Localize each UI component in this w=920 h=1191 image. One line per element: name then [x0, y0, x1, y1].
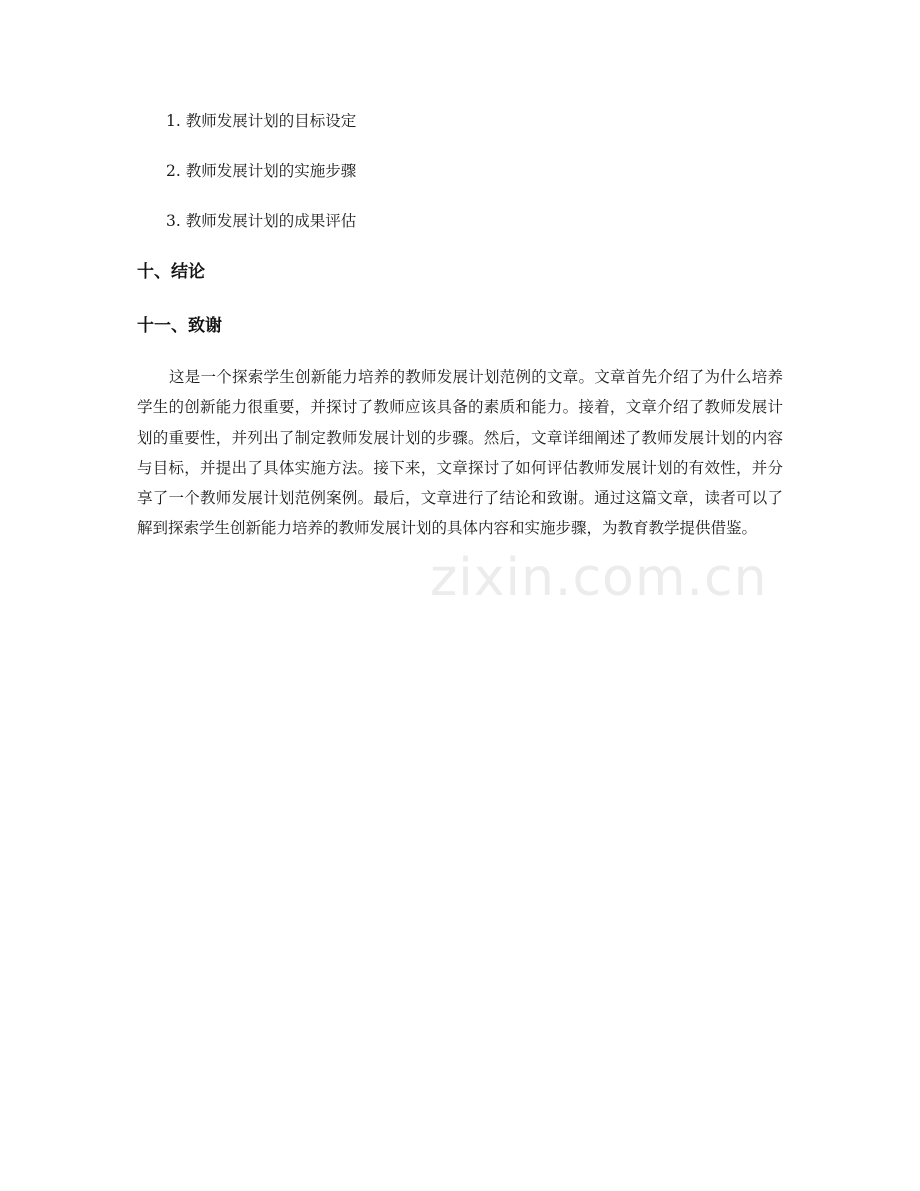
- list-item-goal-setting: 1. 教师发展计划的目标设定: [166, 112, 357, 130]
- watermark: zixin.com.cn: [430, 548, 768, 608]
- list-item-outcome-evaluation: 3. 教师发展计划的成果评估: [166, 212, 357, 230]
- section-heading-conclusion: 十、结论: [137, 262, 205, 282]
- summary-paragraph: 这是一个探索学生创新能力培养的教师发展计划范例的文章。文章首先介绍了为什么培养学生的创新能力很重要，并探讨了教师应该具备的素质和能力。接着，文章介绍了教师发展计划的重要性，并列出了制定教师发展计划的步骤。然后，文章详细阐述了教师发展计划的内容与目标，并提出了具体实施方法。接下来，文章探讨了如何评估教师发展计划的有效性，并分享了一个教师发展计划范例案例。最后，文章进行了结论和致谢。通过这篇文章，读者可以了解到探索学生创新能力培养的教师发展计划的具体内容和实施步骤，为教育教学提供借鉴。: [137, 368, 783, 538]
- section-heading-acknowledgement: 十一、致谢: [137, 316, 222, 336]
- list-item-implementation-steps: 2. 教师发展计划的实施步骤: [166, 162, 357, 180]
